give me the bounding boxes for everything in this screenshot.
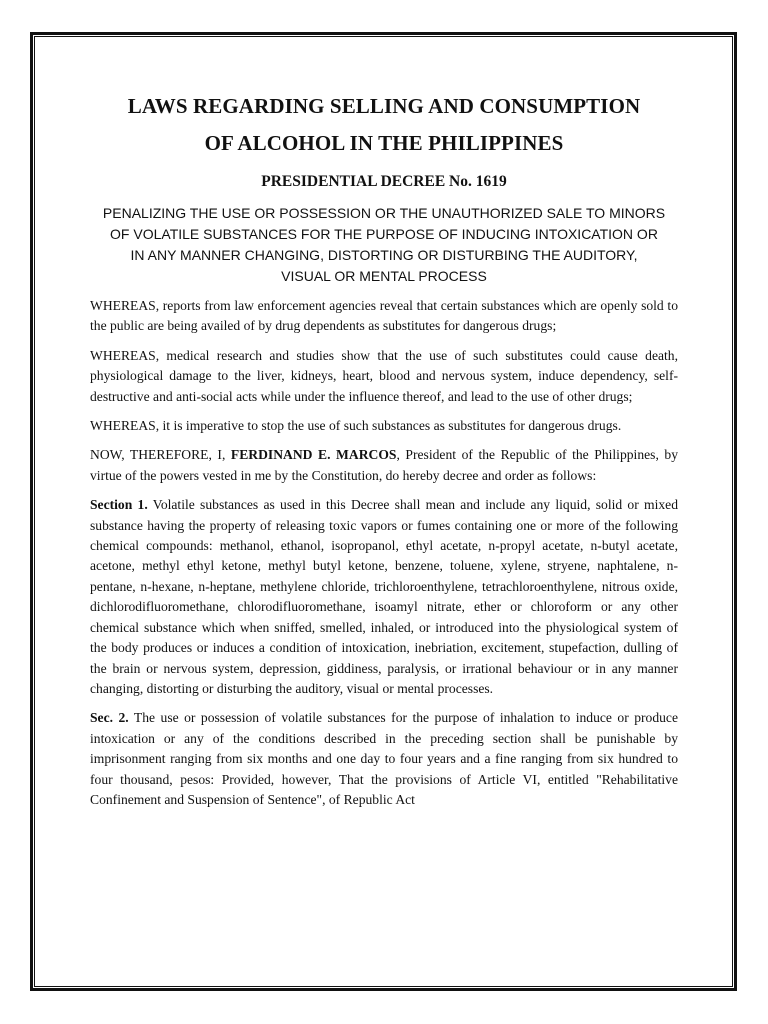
heading-line-4: VISUAL OR MENTAL PROCESS (281, 268, 487, 284)
section-2-paragraph (90, 708, 678, 810)
whereas-paragraph-3: WHEREAS, it is imperative to stop the use of such substances as substitutes for dangerous drugs. (90, 418, 622, 434)
section-2-text: The use or possession of volatile substances for the purpose of inhalation to induce or produce intoxication or any of the conditions described in the preceding section shall be punishable by imprisonment ranging from six months and one day to four years and a fine ranging from six hundred to four thousand, pesos: Provided, however, That the provisions of Article VI, entitled "Rehabilitative Confinement and Suspension of Sentence", of Republic Act (90, 710, 678, 807)
now-therefore-paragraph (90, 445, 678, 486)
section-1-text: Volatile substances as used in this Decree shall mean and include any liquid, solid or mixed substance having the property of releasing toxic vapors or fumes containing one or more of the following chemical compounds: methanol, ethanol, isopropanol, ethyl acetate, n-propyl acetate, n-butyl acetate, acetone, methyl ethyl ketone, methyl butyl ketone, benzene, toluene, xylene, stryene, naphtalene, n-pentane, n-hexane, n-heptane, methylene chloride, trichloroenthylene, tetrachloroenthylene, nitrous oxide, dichlorodifluoromethane, chlorodifluoromethane, isoamyl nitrate, ether or chloroform or any other chemical substance which when sniffed, smelled, inhaled, or introduced into the physiological system of the body produces or induces a condition of intoxication, inebriation, excitement, stupefaction, dulling of the brain or nervous system, depression, giddiness, paralysis, or irrational behaviour or in any manner changing, distorting or disturbing the auditory, visual or mental processes. (90, 497, 678, 696)
whereas-paragraph-1: WHEREAS, reports from law enforcement agencies reveal that certain substances which are openly sold to the public are being availed of by drug dependents as substitutes for dangerous drugs; (90, 298, 678, 334)
heading-line-1: PENALIZING THE USE OR POSSESSION OR THE UNAUTHORIZED SALE TO MINORS (102, 205, 666, 221)
document-body (90, 88, 678, 819)
decree-number: PRESIDENTIAL DECREE No. 1619 (261, 173, 507, 190)
now-therefore-prefix: NOW, THEREFORE, I, (90, 447, 231, 463)
whereas-paragraph-2: WHEREAS, medical research and studies show that the use of such substitutes could cause death, physiological damage to the liver, kidneys, heart, blood and nervous system, induce dependency, self-destructive and anti-social acts while under the influence thereof, and lead to the use of other drugs; (90, 347, 678, 404)
heading-line-3: IN ANY MANNER CHANGING, DISTORTING OR DISTURBING THE AUDITORY, (130, 247, 638, 263)
section-1-paragraph (90, 495, 678, 699)
title-line-2: OF ALCOHOL IN THE PHILIPPINES (204, 131, 564, 155)
section-2-label: Sec. 2. (90, 710, 129, 726)
heading-line-2: OF VOLATILE SUBSTANCES FOR THE PURPOSE OF INDUCING INTOXICATION OR (110, 226, 658, 242)
document-title (90, 88, 678, 162)
section-1-label: Section 1. (90, 497, 148, 513)
decree-heading (90, 203, 678, 287)
now-therefore-suffix: , President of the Republic of the Philippines, by virtue of the powers vested in me by the Constitution, do hereby decree and order as follows: (90, 447, 678, 483)
president-name: FERDINAND E. MARCOS (230, 447, 397, 463)
title-line-1: LAWS REGARDING SELLING AND CONSUMPTION (127, 94, 641, 118)
